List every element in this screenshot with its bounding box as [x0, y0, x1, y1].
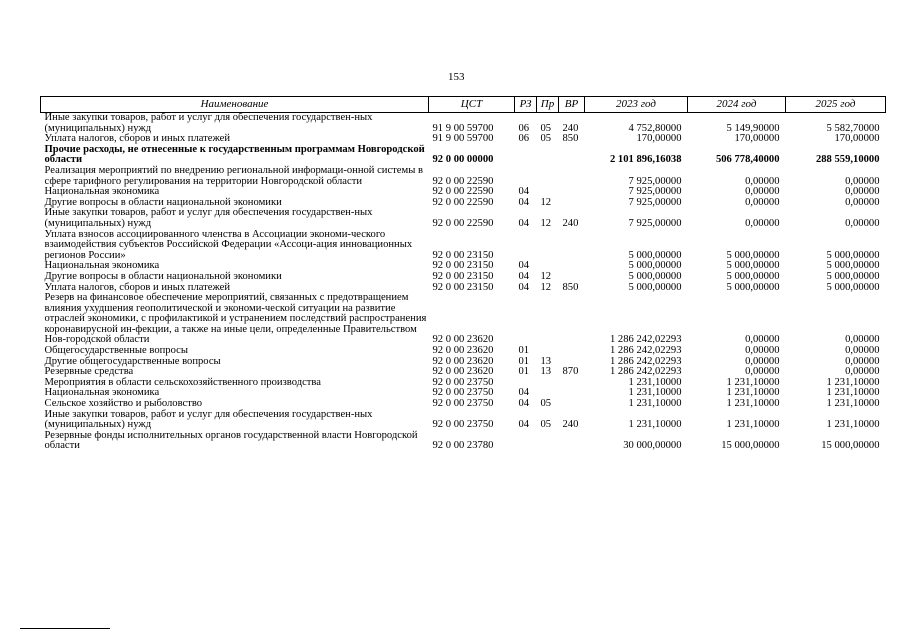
header-2025: 2025 год — [786, 97, 886, 113]
cell-pr: 13 — [540, 355, 552, 367]
cell-rz: 01 — [518, 366, 530, 378]
cell-y2025: 0,00000 — [845, 186, 880, 198]
cell-pr: 05 — [540, 122, 552, 134]
cell-name: Реализация мероприятий по внедрению региональной информаци-онной системы в сфере тарифного регулирования на территории Новгородской области — [44, 164, 423, 187]
cell-y2024: 5 000,00000 — [726, 281, 780, 293]
cell-y2023: 5 000,00000 — [628, 270, 682, 282]
cell-rz: 04 — [518, 186, 530, 198]
table-body — [41, 113, 886, 453]
cell-name: Резервные средства — [44, 366, 134, 378]
cell-name: Уплата взносов ассоциированного членства в Ассоциации экономи-ческого взаимодействия субъектов Российской Федерации «Ассоци-ация инновационных регионов России» — [44, 228, 413, 261]
cell-name: Иные закупки товаров, работ и услуг для обеспечения государствен-ных (муниципальных) нужд — [44, 207, 373, 229]
cell-pr: 05 — [540, 419, 552, 431]
cell-pr: 12 — [540, 281, 552, 293]
cell-y2025: 0,00000 — [845, 366, 880, 378]
cell-y2025: 1 231,10000 — [826, 387, 880, 399]
cell-y2025: 1 231,10000 — [826, 398, 880, 410]
cell-y2025: 0,00000 — [845, 175, 880, 187]
cell-y2024: 506 778,40000 — [715, 154, 780, 166]
cell-vr — [559, 388, 585, 399]
cell-cst: 92 0 00 23750 — [432, 419, 494, 431]
cell-pr: 05 — [540, 133, 552, 145]
header-rz: РЗ — [515, 97, 537, 113]
cell-cst: 91 9 00 59700 — [432, 133, 494, 145]
cell-y2024: 5 000,00000 — [726, 260, 780, 272]
table-row — [41, 410, 886, 431]
cell-rz: 06 — [518, 122, 530, 134]
cell-y2025: 15 000,00000 — [821, 440, 880, 452]
cell-y2024: 1 231,10000 — [726, 387, 780, 399]
cell-pr: 12 — [540, 196, 552, 208]
cell-y2023: 4 752,80000 — [628, 122, 682, 134]
table-row — [41, 166, 886, 187]
cell-y2024: 5 000,00000 — [726, 249, 780, 261]
cell-name: Прочие расходы, не отнесенные к государственным программам Новгородской области — [44, 143, 425, 166]
cell-cst: 92 0 00 23620 — [432, 334, 494, 346]
cell-pr — [537, 166, 559, 187]
cell-vr — [559, 187, 585, 198]
cell-name: Резервные фонды исполнительных органов государственной власти Новгородской области — [44, 429, 418, 452]
cell-cst: 92 0 00 22590 — [432, 175, 494, 187]
header-2024: 2024 год — [688, 97, 786, 113]
cell-y2024: 0,00000 — [745, 217, 780, 229]
cell-y2023: 1 286 242,02293 — [609, 355, 682, 367]
header-vr: ВР — [559, 97, 585, 113]
cell-pr — [537, 145, 559, 166]
cell-rz: 04 — [518, 281, 530, 293]
cell-y2024: 1 231,10000 — [726, 398, 780, 410]
table-row — [41, 113, 886, 135]
cell-name: Национальная экономика — [44, 260, 160, 272]
cell-cst: 92 0 00 23750 — [432, 398, 494, 410]
cell-rz: 01 — [518, 355, 530, 367]
cell-vr — [559, 166, 585, 187]
cell-name: Уплата налогов, сборов и иных платежей — [44, 281, 231, 293]
cell-name: Иные закупки товаров, работ и услуг для обеспечения государствен-ных (муниципальных) нужд — [44, 112, 373, 134]
cell-y2024: 0,00000 — [745, 355, 780, 367]
cell-name: Национальная экономика — [44, 186, 160, 198]
cell-cst: 92 0 00 22590 — [432, 196, 494, 208]
cell-name: Национальная экономика — [44, 387, 160, 399]
table-row — [41, 293, 886, 346]
page-number: 153 — [448, 71, 465, 83]
cell-rz — [515, 145, 537, 166]
cell-name: Другие вопросы в области национальной экономики — [44, 196, 282, 208]
cell-y2025: 0,00000 — [845, 355, 880, 367]
cell-y2023: 7 925,00000 — [628, 175, 682, 187]
cell-rz — [515, 431, 537, 452]
cell-vr — [559, 272, 585, 283]
cell-vr: 240 — [562, 217, 579, 229]
cell-vr: 870 — [562, 366, 579, 378]
cell-y2023: 1 231,10000 — [628, 419, 682, 431]
cell-y2025: 5 000,00000 — [826, 249, 880, 261]
cell-y2025: 0,00000 — [845, 217, 880, 229]
cell-y2024: 1 231,10000 — [726, 419, 780, 431]
cell-vr: 240 — [562, 419, 579, 431]
cell-y2025: 170,00000 — [834, 133, 880, 145]
cell-y2023: 5 000,00000 — [628, 281, 682, 293]
footer-rule — [20, 628, 110, 629]
cell-y2025: 1 231,10000 — [826, 419, 880, 431]
cell-y2025: 288 559,10000 — [815, 154, 880, 166]
cell-vr — [559, 261, 585, 272]
cell-cst: 91 9 00 59700 — [432, 122, 494, 134]
cell-vr — [559, 293, 585, 346]
cell-y2023: 30 000,00000 — [623, 440, 682, 452]
cell-rz: 04 — [518, 398, 530, 410]
cell-name: Сельское хозяйство и рыболовство — [44, 398, 203, 410]
cell-name: Мероприятия в области сельскохозяйственного производства — [44, 376, 321, 388]
cell-vr: 240 — [562, 122, 579, 134]
cell-rz: 04 — [518, 419, 530, 431]
cell-cst: 92 0 00 23150 — [432, 281, 494, 293]
cell-cst: 92 0 00 23150 — [432, 249, 494, 261]
cell-y2024: 15 000,00000 — [721, 440, 780, 452]
cell-y2024: 5 149,90000 — [726, 122, 780, 134]
budget-table — [40, 96, 886, 452]
cell-name: Резерв на финансовое обеспечение мероприятий, связанных с предотвращением влияния ухудшения геополитической и экономи-ческой ситуации на развитие отраслей экономики, с профилактикой и устранением последствий распространения коронавирусной ин-фекции, а также на иные цели, определенные Правительством Нов-городской области — [44, 292, 427, 346]
cell-y2025: 0,00000 — [845, 196, 880, 208]
header-pr: Пр — [537, 97, 559, 113]
cell-rz: 04 — [518, 270, 530, 282]
cell-y2025: 0,00000 — [845, 334, 880, 346]
cell-y2023: 7 925,00000 — [628, 217, 682, 229]
cell-y2023: 5 000,00000 — [628, 249, 682, 261]
cell-y2024: 0,00000 — [745, 175, 780, 187]
header-cst: ЦСТ — [429, 97, 515, 113]
cell-vr — [559, 378, 585, 389]
cell-cst: 92 0 00 00000 — [432, 154, 494, 166]
cell-cst: 92 0 00 22590 — [432, 217, 494, 229]
cell-pr — [537, 431, 559, 452]
cell-y2023: 1 286 242,02293 — [609, 345, 682, 357]
cell-name: Уплата налогов, сборов и иных платежей — [44, 133, 231, 145]
cell-y2023: 1 286 242,02293 — [609, 366, 682, 378]
cell-y2024: 1 231,10000 — [726, 376, 780, 388]
cell-cst: 92 0 00 23750 — [432, 387, 494, 399]
cell-vr — [559, 431, 585, 452]
cell-y2025: 5 000,00000 — [826, 270, 880, 282]
cell-vr — [559, 346, 585, 357]
cell-pr: 12 — [540, 217, 552, 229]
cell-cst: 92 0 00 23750 — [432, 376, 494, 388]
cell-rz — [515, 230, 537, 262]
cell-vr — [559, 230, 585, 262]
cell-cst: 92 0 00 23620 — [432, 366, 494, 378]
cell-y2024: 0,00000 — [745, 345, 780, 357]
cell-y2025: 1 231,10000 — [826, 376, 880, 388]
cell-cst: 92 0 00 23620 — [432, 355, 494, 367]
cell-y2023: 7 925,00000 — [628, 186, 682, 198]
cell-y2024: 0,00000 — [745, 334, 780, 346]
cell-rz — [515, 166, 537, 187]
cell-rz: 04 — [518, 217, 530, 229]
table-row — [41, 272, 886, 283]
cell-cst: 92 0 00 23780 — [432, 440, 494, 452]
cell-rz: 04 — [518, 260, 530, 272]
cell-vr: 850 — [562, 281, 579, 293]
cell-cst: 92 0 00 23620 — [432, 345, 494, 357]
header-2023: 2023 год — [585, 97, 688, 113]
cell-pr: 12 — [540, 270, 552, 282]
cell-y2024: 0,00000 — [745, 366, 780, 378]
cell-name: Общегосударственные вопросы — [44, 345, 188, 357]
cell-rz: 04 — [518, 196, 530, 208]
cell-y2023: 1 231,10000 — [628, 387, 682, 399]
cell-pr: 13 — [540, 366, 552, 378]
cell-vr: 850 — [562, 133, 579, 145]
cell-vr — [559, 399, 585, 410]
cell-y2024: 170,00000 — [734, 133, 780, 145]
cell-y2025: 5 582,70000 — [826, 122, 880, 134]
table-row — [41, 145, 886, 166]
cell-pr — [537, 230, 559, 262]
table-header — [41, 97, 886, 113]
table-row — [41, 431, 886, 452]
header-name: Наименование — [41, 97, 429, 113]
cell-y2023: 1 231,10000 — [628, 398, 682, 410]
cell-y2023: 170,00000 — [636, 133, 682, 145]
cell-cst: 92 0 00 23150 — [432, 270, 494, 282]
cell-name: Другие общегосударственные вопросы — [44, 355, 221, 367]
cell-pr: 05 — [540, 398, 552, 410]
cell-y2025: 5 000,00000 — [826, 260, 880, 272]
cell-y2025: 5 000,00000 — [826, 281, 880, 293]
cell-rz — [515, 293, 537, 346]
cell-rz: 06 — [518, 133, 530, 145]
cell-cst: 92 0 00 22590 — [432, 186, 494, 198]
table-row — [41, 230, 886, 262]
cell-y2025: 0,00000 — [845, 345, 880, 357]
cell-y2023: 5 000,00000 — [628, 260, 682, 272]
cell-y2024: 5 000,00000 — [726, 270, 780, 282]
cell-vr — [559, 198, 585, 209]
cell-pr — [537, 378, 559, 389]
cell-y2023: 2 101 896,16038 — [609, 154, 682, 166]
cell-rz: 04 — [518, 387, 530, 399]
cell-y2023: 1 231,10000 — [628, 376, 682, 388]
table-row — [41, 208, 886, 229]
cell-name: Иные закупки товаров, работ и услуг для обеспечения государствен-ных (муниципальных) нужд — [44, 408, 373, 431]
cell-y2023: 7 925,00000 — [628, 196, 682, 208]
cell-name: Другие вопросы в области национальной экономики — [44, 270, 282, 282]
cell-y2024: 0,00000 — [745, 186, 780, 198]
cell-pr — [537, 293, 559, 346]
cell-rz: 01 — [518, 345, 530, 357]
cell-cst: 92 0 00 23150 — [432, 260, 494, 272]
cell-y2024: 0,00000 — [745, 196, 780, 208]
cell-vr — [559, 145, 585, 166]
cell-y2023: 1 286 242,02293 — [609, 334, 682, 346]
